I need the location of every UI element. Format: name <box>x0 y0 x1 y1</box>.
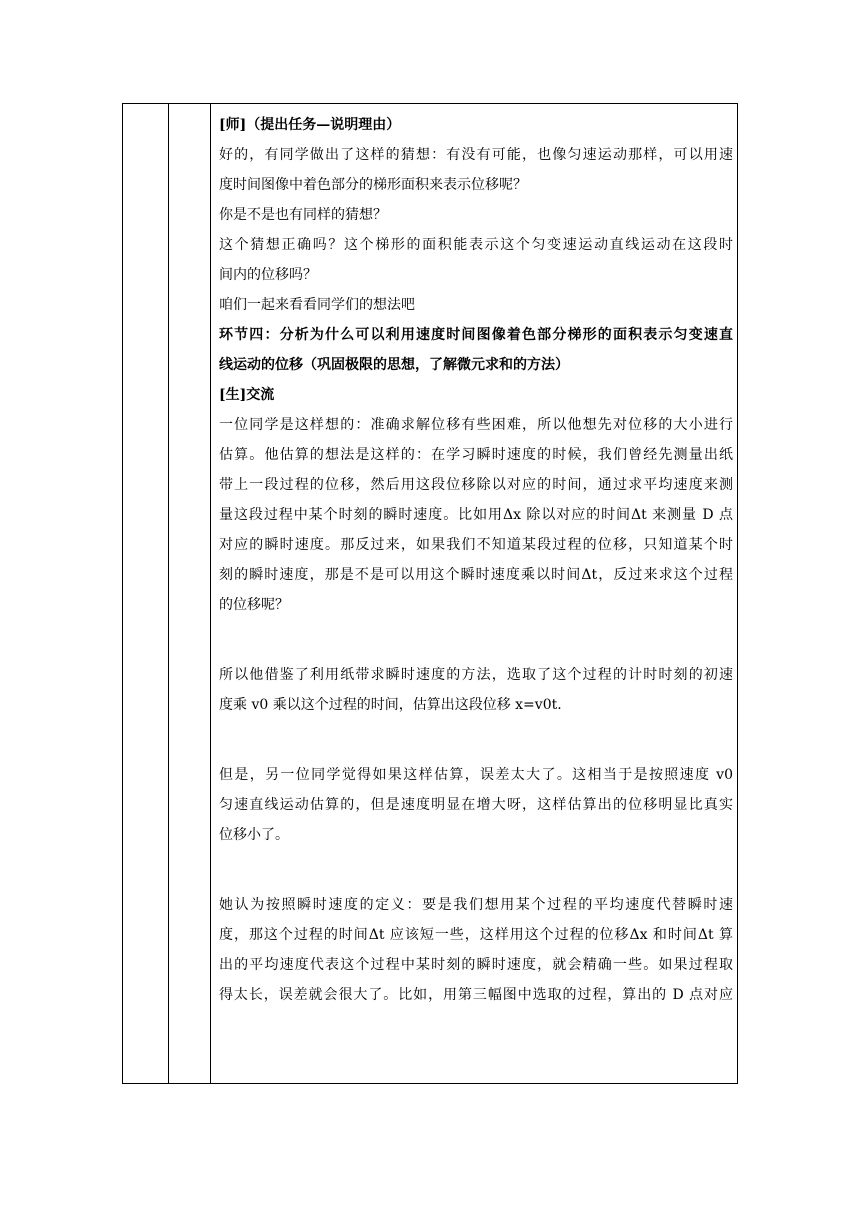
paragraph-line: 但是，另一位同学觉得如果这样估算，误差太大了。这相当于是按照速度 v0 <box>219 767 733 783</box>
paragraph-line: 估算。他估算的想法是这样的：在学习瞬时速度的时候，我们曾经先测量出纸 <box>219 447 733 463</box>
student-heading: [生]交流 <box>219 387 275 403</box>
column-divider-1 <box>168 104 169 1083</box>
lesson-table <box>122 103 738 1084</box>
teacher-heading: [师]（提出任务—说明理由） <box>219 117 401 133</box>
column-divider-2 <box>210 104 211 1083</box>
paragraph-line: 你是不是也有同样的猜想？ <box>219 207 387 223</box>
paragraph-line: 度时间图像中着色部分的梯形面积来表示位移呢？ <box>219 177 527 193</box>
paragraph-line: 刻的瞬时速度，那是不是可以用这个瞬时速度乘以时间Δt，反过来求这个过程 <box>219 567 733 583</box>
paragraph-line: 带上一段过程的位移，然后用这段位移除以对应的时间，通过求平均速度来测 <box>219 477 733 493</box>
paragraph-line: 间内的位移吗？ <box>219 267 317 283</box>
paragraph-line: 所以他借鉴了利用纸带求瞬时速度的方法，选取了这个过程的计时时刻的初速 <box>219 667 733 683</box>
section-heading: 线运动的位移（巩固极限的思想，了解微元求和的方法） <box>219 357 569 373</box>
paragraph-line: 出的平均速度代表这个过程中某时刻的瞬时速度，就会精确一些。如果过程取 <box>219 957 733 973</box>
paragraph-line: 一位同学是这样想的：准确求解位移有些困难，所以他想先对位移的大小进行 <box>219 417 733 433</box>
paragraph-line: 度，那这个过程的时间Δt 应该短一些，这样用这个过程的位移Δx 和时间Δt 算 <box>219 927 733 943</box>
paragraph-line: 对应的瞬时速度。那反过来，如果我们不知道某段过程的位移，只知道某个时 <box>219 537 733 553</box>
paragraph-line: 咱们一起来看看同学们的想法吧 <box>219 297 415 313</box>
paragraph-line: 这个猜想正确吗？这个梯形的面积能表示这个匀变速运动直线运动在这段时 <box>219 237 733 253</box>
paragraph-line: 位移小了。 <box>219 827 289 843</box>
paragraph-line: 度乘 v0 乘以这个过程的时间，估算出这段位移 x=v0t. <box>219 697 562 713</box>
paragraph-line: 匀速直线运动估算的，但是速度明显在增大呀，这样估算出的位移明显比真实 <box>219 797 733 813</box>
paragraph-line: 得太长，误差就会很大了。比如，用第三幅图中选取的过程，算出的 D 点对应 <box>219 987 733 1003</box>
content-cell <box>219 110 733 1010</box>
paragraph-line: 量这段过程中某个时刻的瞬时速度。比如用Δx 除以对应的时间Δt 来测量 D 点 <box>219 507 733 523</box>
paragraph-line: 的位移呢？ <box>219 597 289 613</box>
section-heading: 环节四：分析为什么可以利用速度时间图像着色部分梯形的面积表示匀变速直 <box>219 327 733 343</box>
paragraph-line: 好的，有同学做出了这样的猜想：有没有可能，也像匀速运动那样，可以用速 <box>219 147 733 163</box>
paragraph-line: 她认为按照瞬时速度的定义：要是我们想用某个过程的平均速度代替瞬时速 <box>219 897 733 913</box>
